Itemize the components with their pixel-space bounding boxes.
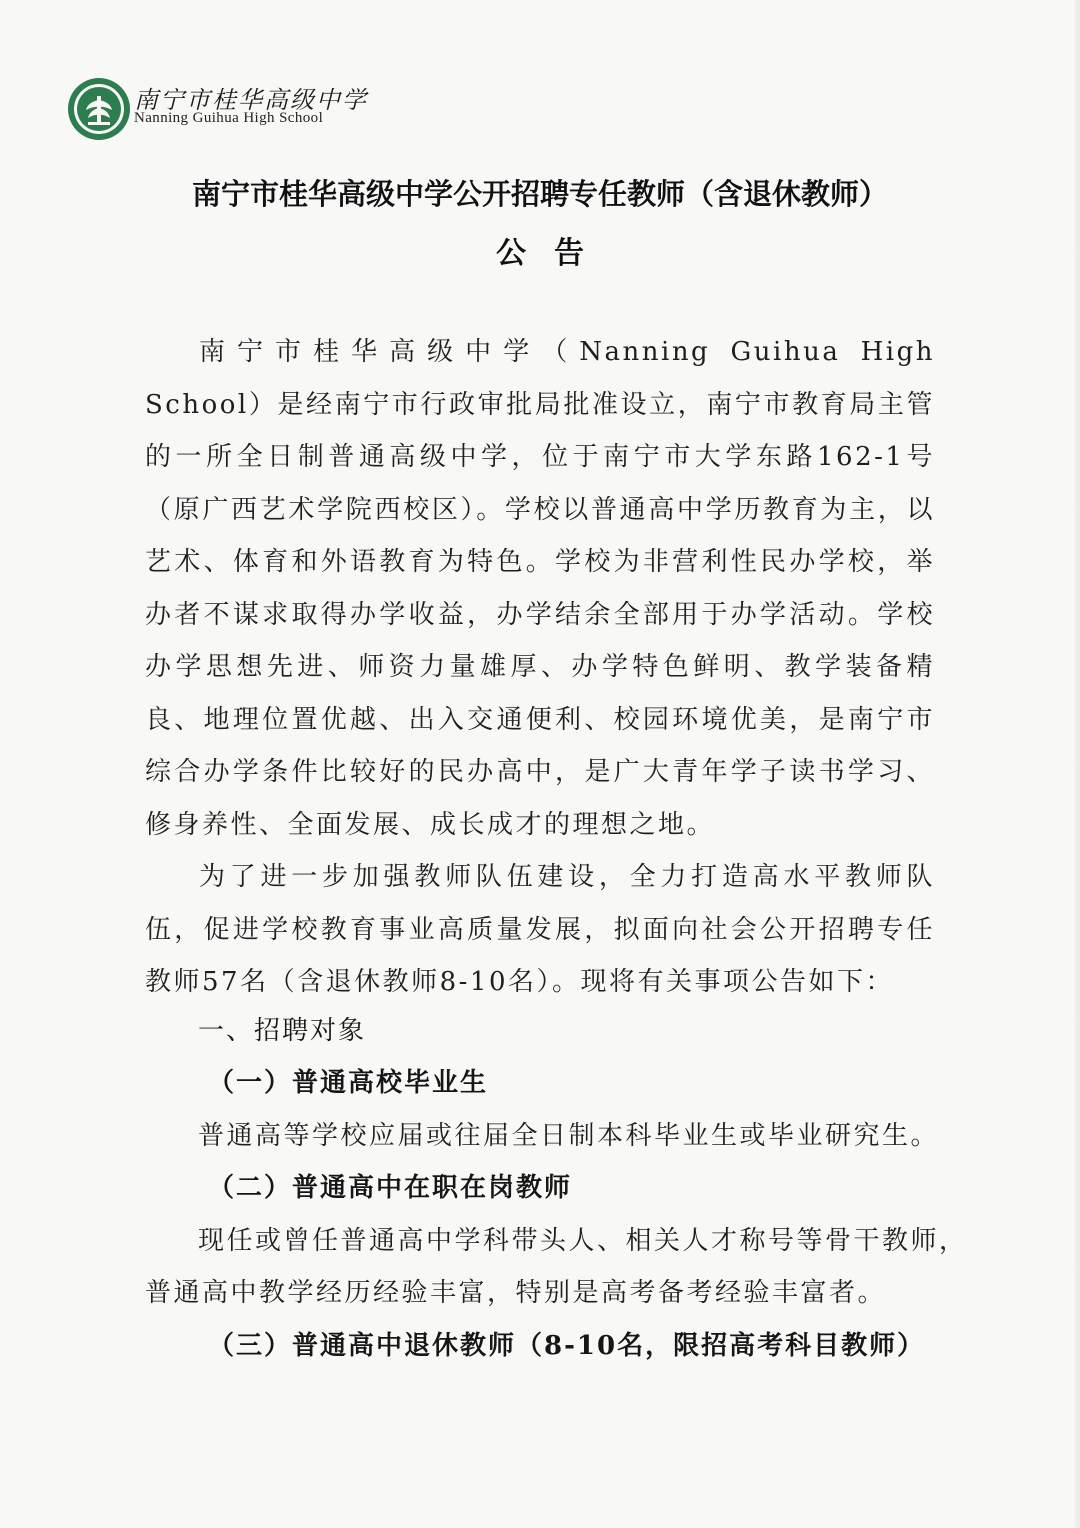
school-logo-icon (66, 76, 132, 142)
intro-body (145, 326, 935, 1009)
subheading-retired-teachers: （三）普通高中退休教师（8-10名，限招高考科目教师） (208, 1331, 926, 1361)
intro-paragraph: 南宁市桂华高级中学（Nanning Guihua High School）是经南宁市行政审批局批准设立，南宁市教育局主管的一所全日制普通高级中学，位于南宁市大学东路162-1号（原广西艺术学院西校区）。学校以普通高中学历教育为主，以艺术、体育和外语教育为特色。学校为非营利性民办学校，举办者不谋求取得办学收益，办学结余全部用于办学活动。学校办学思想先进、师资力量雄厚、办学特色鲜明、教学装备精良、地理位置优越、出入交通便利、校园环境优美，是南宁市综合办学条件比较好的民办高中，是广大青年学子读书学习、修身养性、全面发展、成长成才的理想之地。 (145, 337, 935, 840)
purpose-paragraph: 为了进一步加强教师队伍建设，全力打造高水平教师队伍，促进学校教育事业高质量发展，拟面向社会公开招聘专任教师57名（含退休教师8-10名）。现将有关事项公告如下： (145, 862, 935, 997)
incumbent-text-line1: 现任或曾任普通高中学科带头人、相关人才称号等骨干教师， (198, 1226, 968, 1256)
document-title: 南宁市桂华高级中学公开招聘专任教师（含退休教师） (191, 177, 888, 211)
section-heading-recruitment-targets: 一、招聘对象 (198, 1016, 367, 1046)
subheading-graduates: （一）普通高校毕业生 (208, 1068, 489, 1098)
school-name-en: Nanning Guihua High School (134, 110, 324, 126)
document-subtitle: 公告 (496, 236, 612, 271)
incumbent-text-line2: 普通高中教学经历经验丰富，特别是高考备考经验丰富者。 (145, 1278, 887, 1308)
school-name-cn: 南宁市桂华高级中学 (134, 86, 368, 114)
graduates-text: 普通高等学校应届或往届全日制本科毕业生或毕业研究生。 (198, 1121, 940, 1151)
subheading-incumbent-teachers: （二）普通高中在职在岗教师 (208, 1173, 573, 1203)
